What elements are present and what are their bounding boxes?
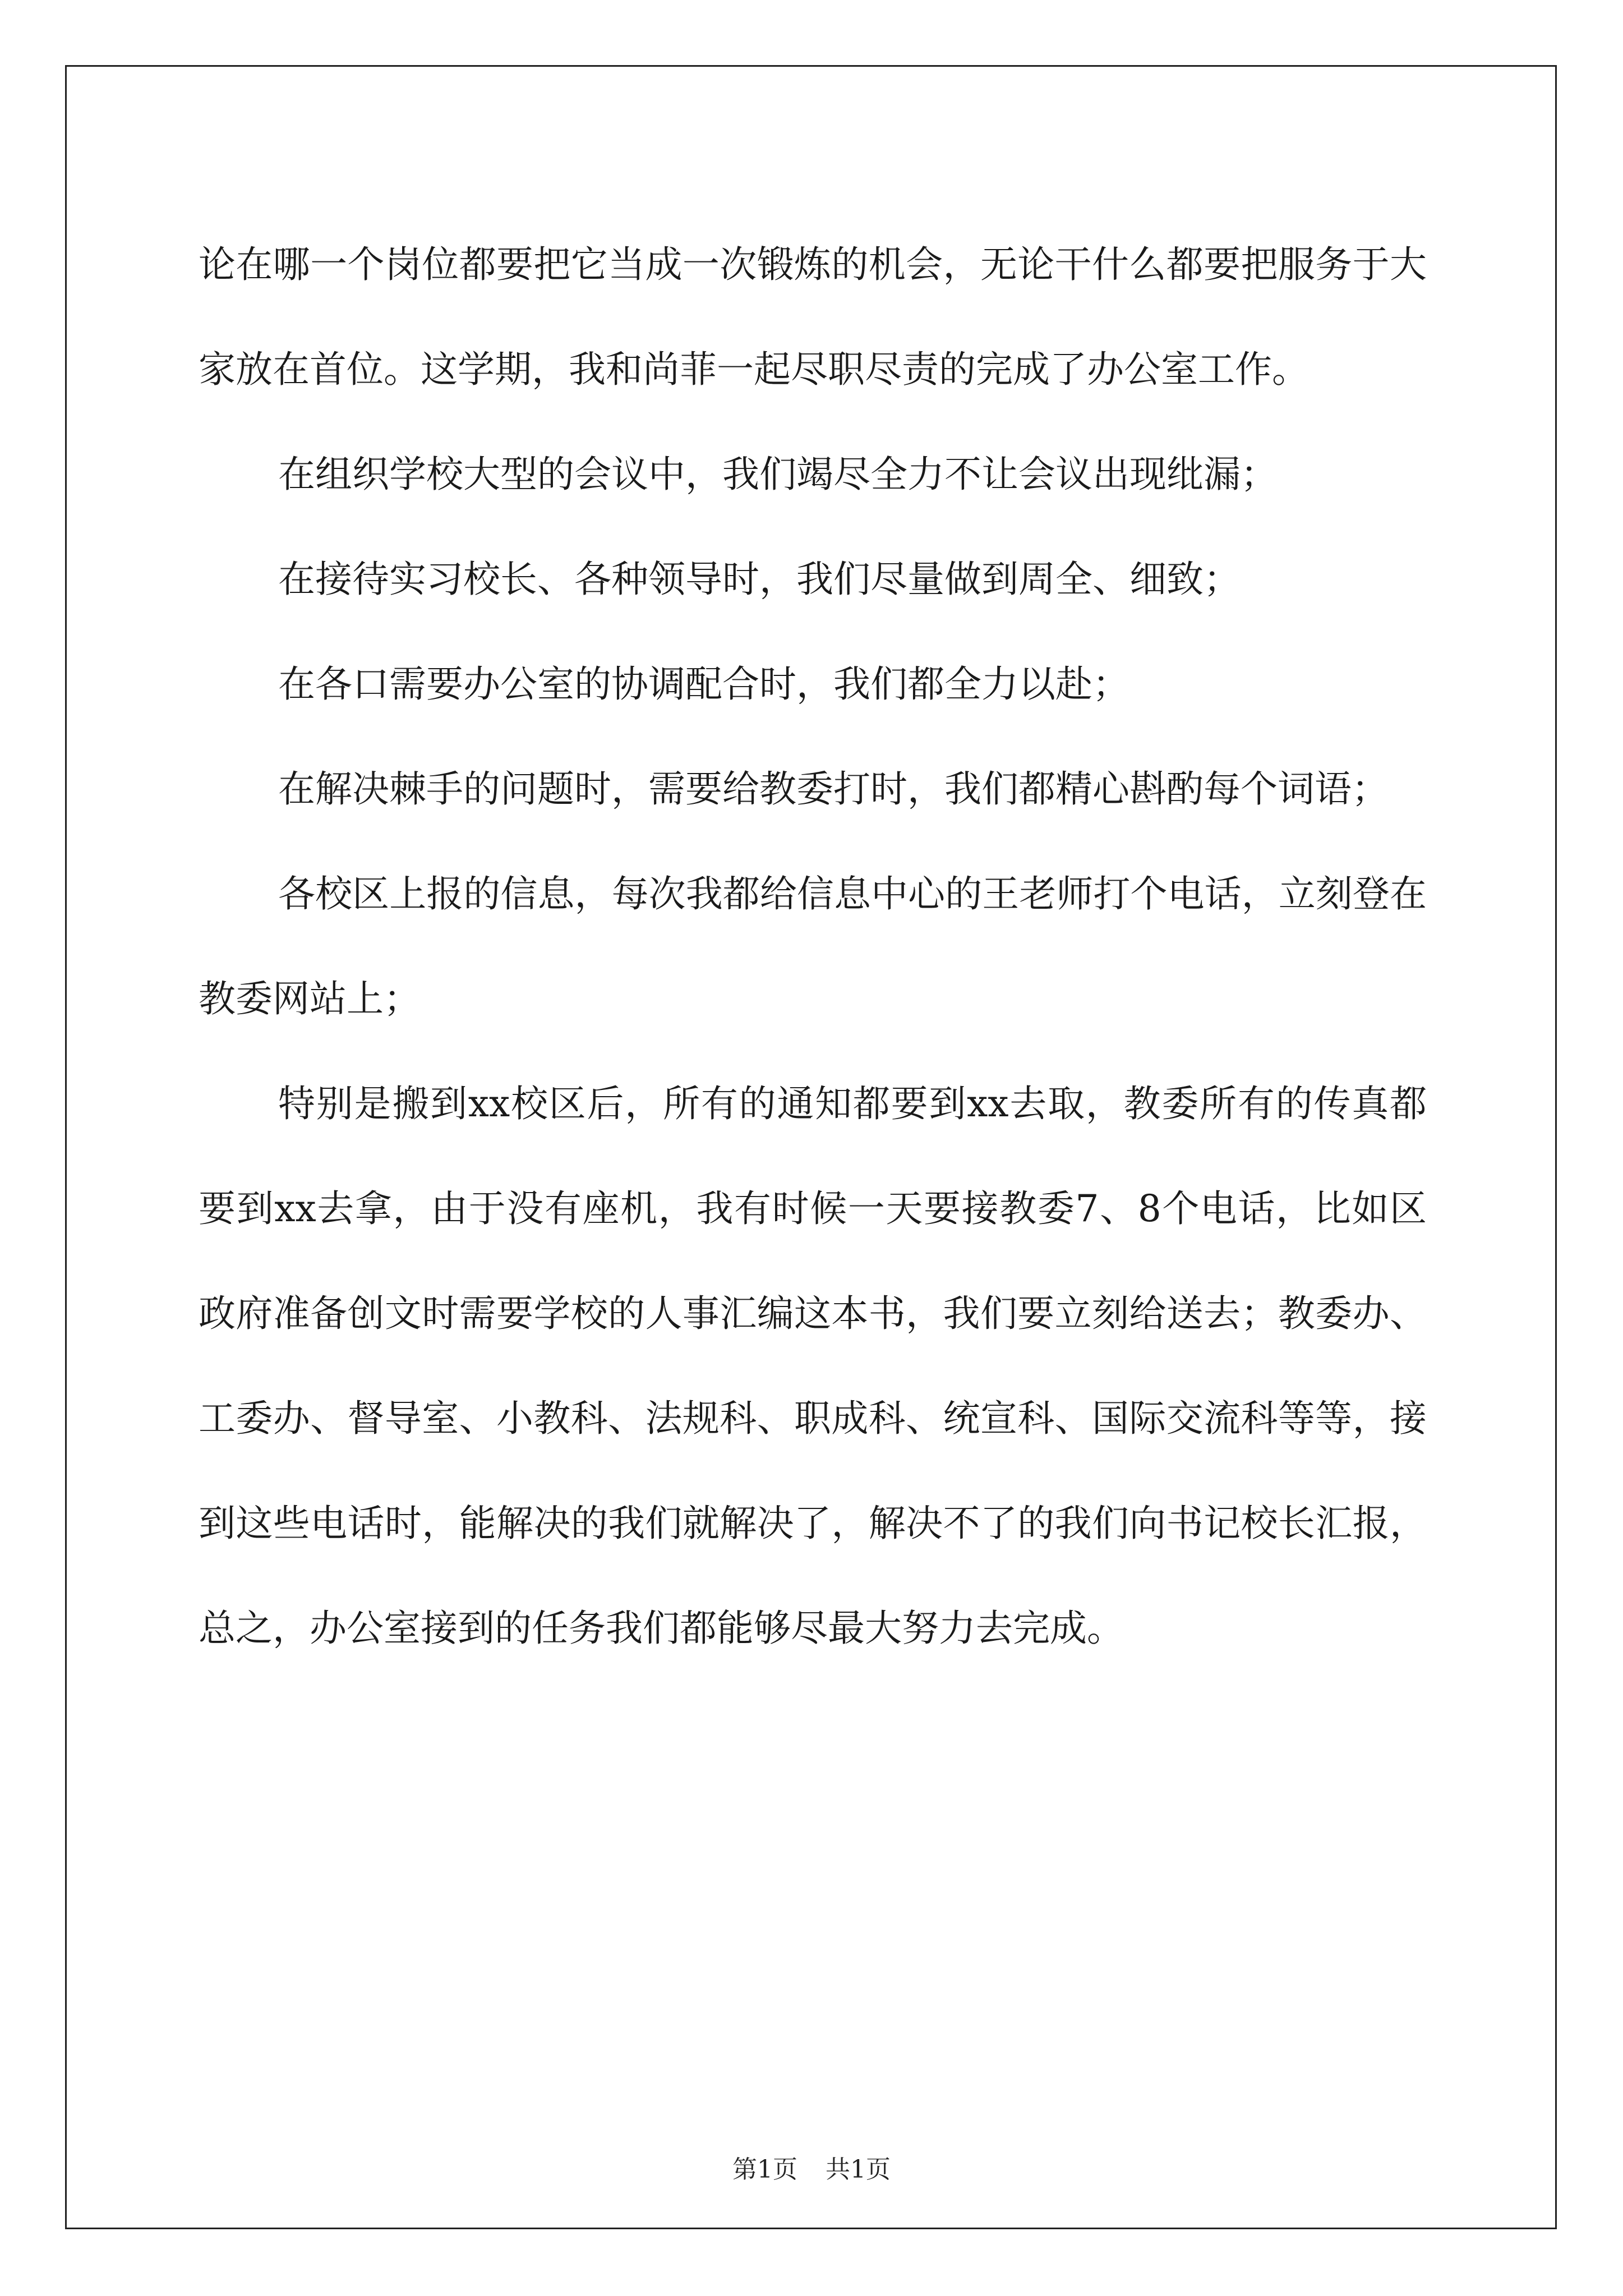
paragraph: 在组织学校大型的会议中，我们竭尽全力不让会议出现纰漏； (278, 453, 1278, 496)
paragraph: 在各口需要办公室的协调配合时，我们都全力以赴； (278, 662, 1129, 706)
paragraph: 各校区上报的信息，每次我都给信息中心的王老师打个电话，立刻登在教委网站上； (199, 872, 1427, 1020)
page-footer (0, 2153, 1623, 2187)
paragraph: 在解决棘手的问题时，需要给教委打时，我们都精心斟酌每个词语； (278, 767, 1389, 811)
page-number-current: 第1页 (732, 2155, 797, 2184)
paragraph-continued: 论在哪一个岗位都要把它当成一次锻炼的机会，无论干什么都要把服务于大家放在首位。这学期，我和尚菲一起尽职尽责的完成了办公室工作。 (199, 243, 1427, 391)
page-number-total: 共1页 (826, 2155, 891, 2184)
document-body (199, 212, 1427, 1681)
paragraph: 在接待实习校长、各种领导时，我们尽量做到周全、细致； (278, 558, 1241, 601)
paragraph: 特别是搬到xx校区后，所有的通知都要到xx去取，教委所有的传真都要到xx去拿，由于没有座机，我有时候一天要接教委7、8个电话，比如区政府准备创文时需要学校的人事汇编这本书，我们要立刻给送去；教委办、工委办、督导室、小教科、法规科、职成科、统宣科、国际交流科等等，接到这些电话时，能解决的我们就解决了，解决不了的我们向书记校长汇报，总之，办公室接到的任务我们都能够尽最大努力去完成。 (199, 1082, 1427, 1650)
